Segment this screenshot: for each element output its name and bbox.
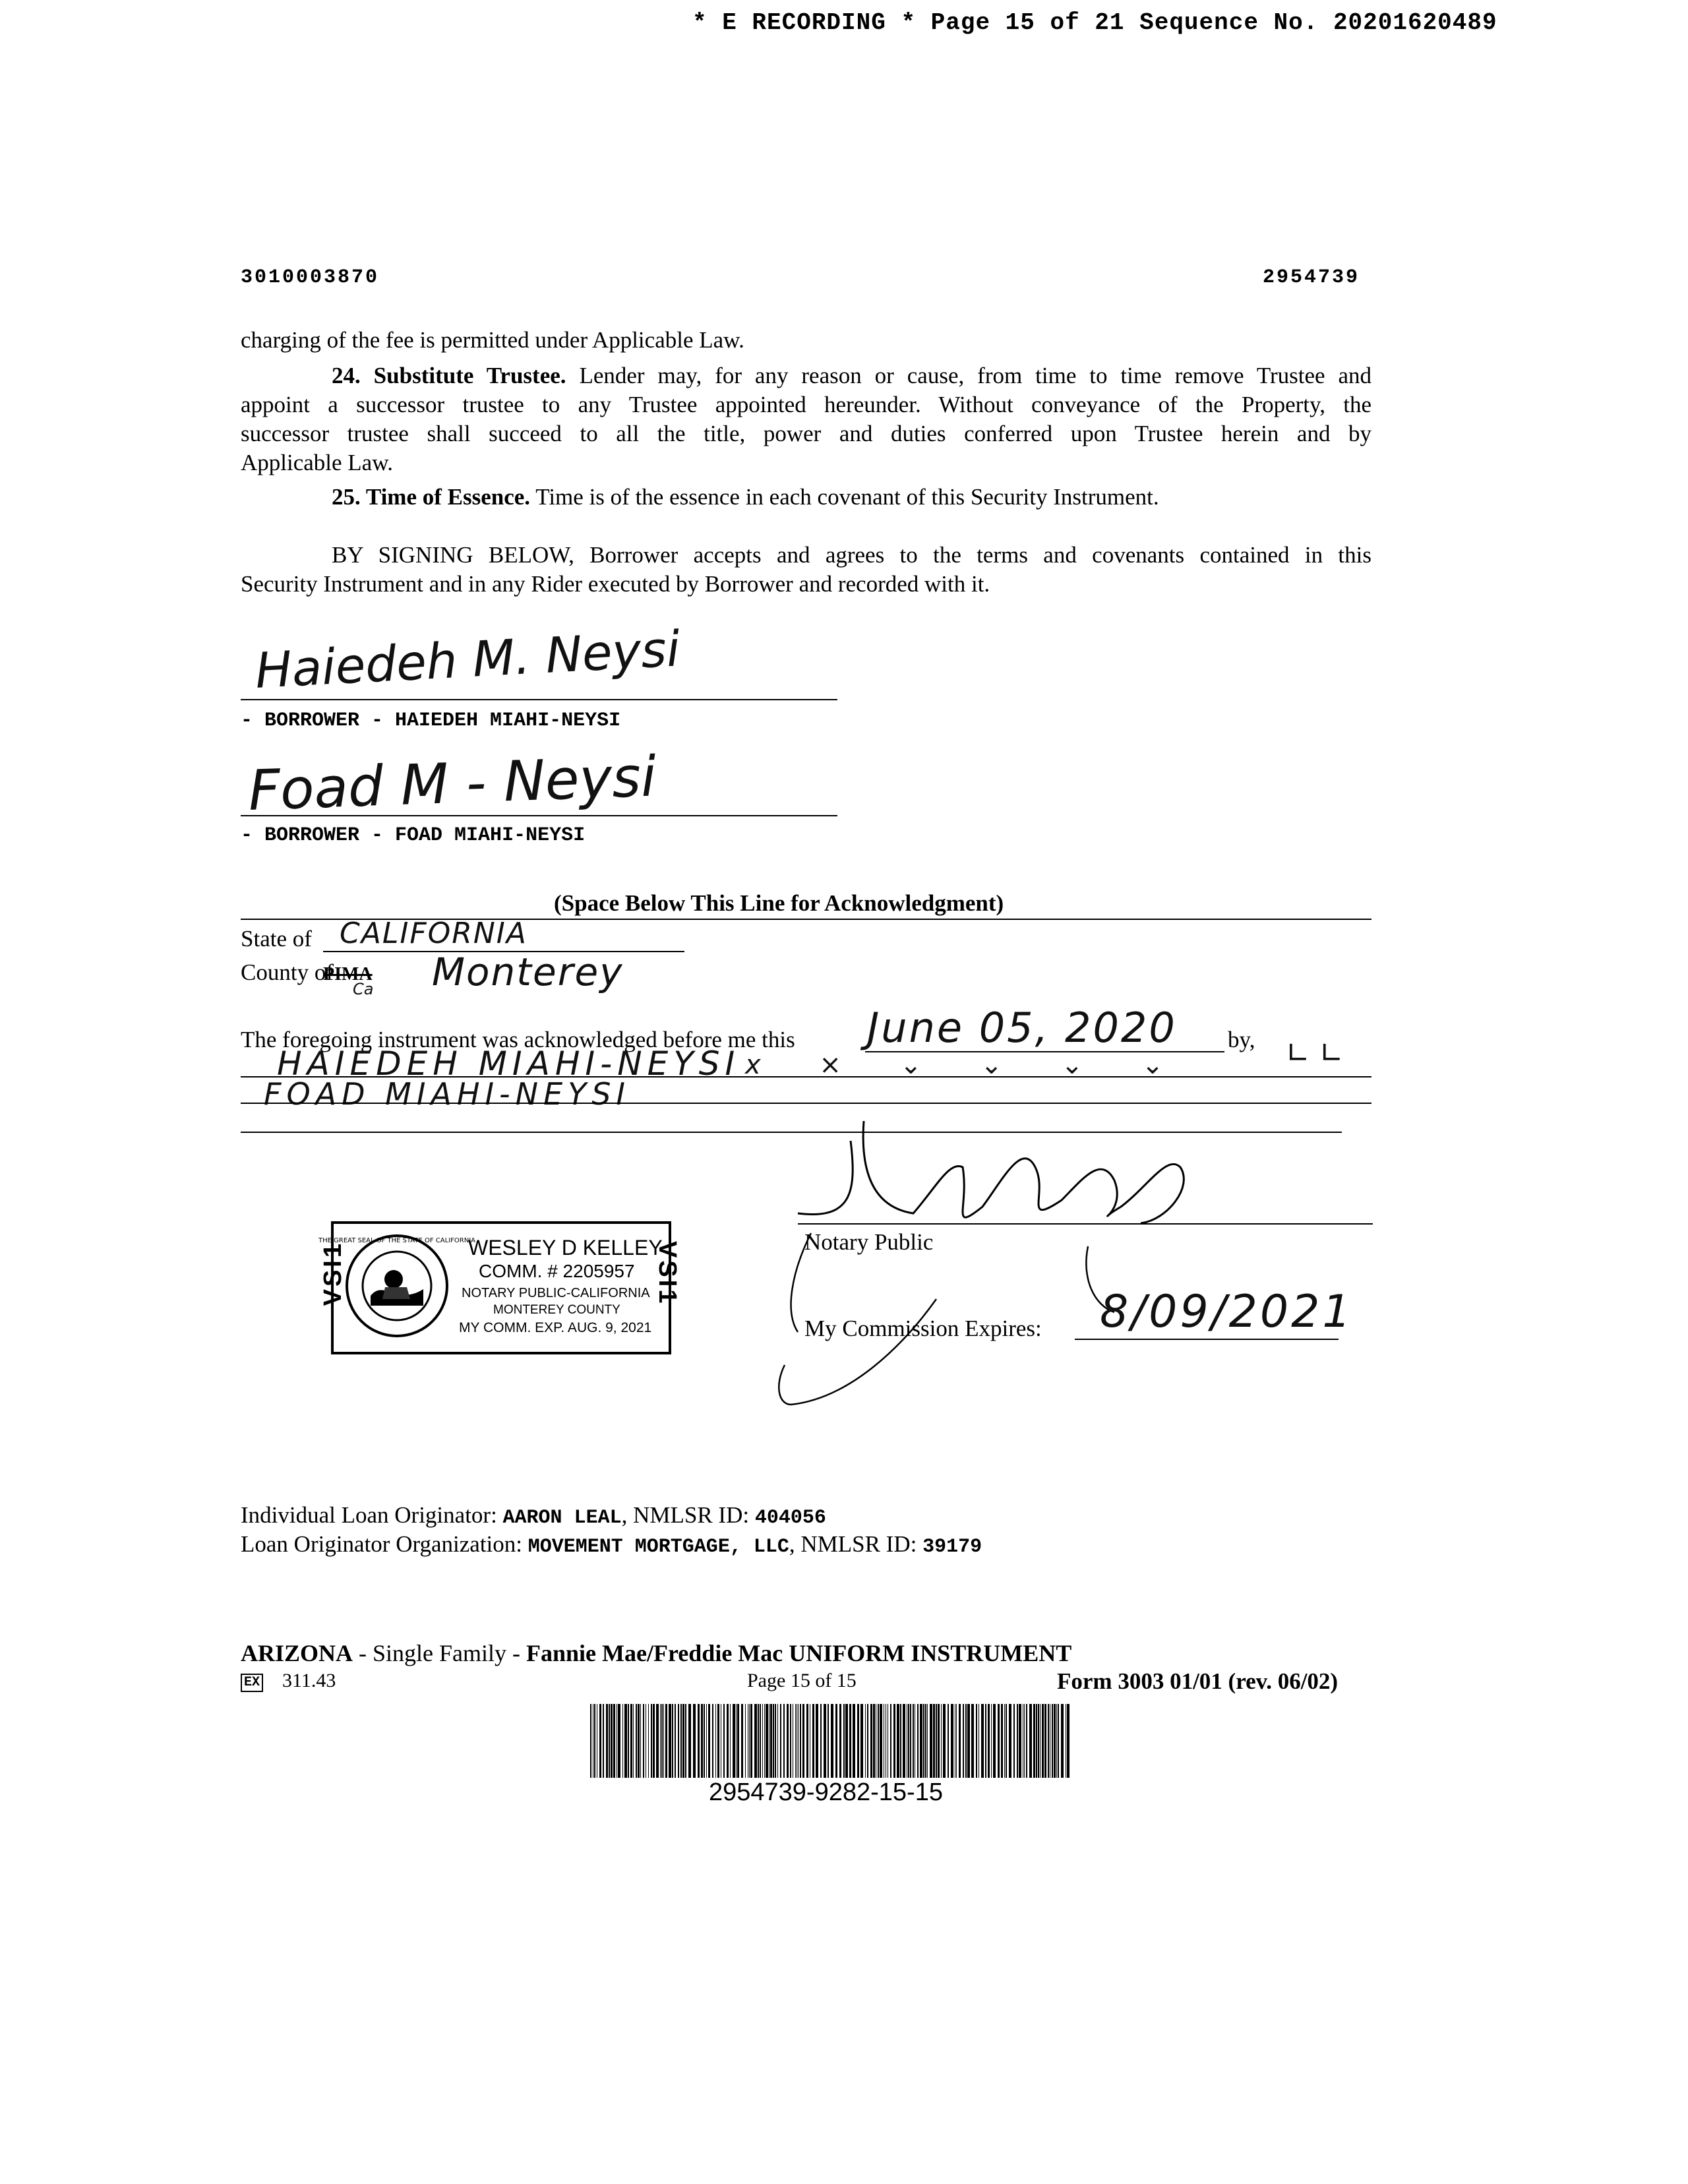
barcode-bar: [910, 1704, 911, 1778]
barcode-bar: [701, 1704, 703, 1778]
barcode-bar: [1004, 1704, 1005, 1778]
barcode-bar: [998, 1704, 1000, 1778]
commission-line: [1075, 1339, 1339, 1340]
barcode-bar: [1019, 1704, 1021, 1778]
barcode-bar: [824, 1704, 826, 1778]
check-marks: ∟ ∟: [1286, 1037, 1344, 1070]
barcode-bar: [661, 1704, 663, 1778]
barcode-bar: [622, 1704, 623, 1778]
stamp-expires: MY COMM. EXP. AUG. 9, 2021: [459, 1320, 652, 1335]
barcode-bar: [704, 1704, 705, 1778]
barcode-bar: [590, 1704, 591, 1778]
stamp-comm: COMM. # 2205957: [479, 1261, 635, 1281]
barcode-bar: [1013, 1704, 1015, 1778]
barcode-bar: [890, 1704, 891, 1778]
barcode-bar: [1009, 1704, 1011, 1778]
barcode-bar: [880, 1704, 882, 1778]
form-number: Form 3003 01/01 (rev. 06/02): [1057, 1668, 1339, 1694]
barcode: [590, 1704, 1071, 1778]
borrower2-sign-line: [241, 815, 837, 816]
barcode-bar: [672, 1704, 673, 1778]
notary-signature: [771, 1114, 1207, 1411]
section-24-heading: 24. Substitute Trustee.: [332, 363, 566, 388]
barcode-bar: [828, 1704, 829, 1778]
barcode-bar: [820, 1704, 822, 1778]
signing-statement: [241, 541, 1372, 599]
barcode-bar: [698, 1704, 700, 1778]
barcode-bar: [712, 1704, 713, 1778]
seal-ring-text: THE GREAT SEAL OF THE STATE OF CALIFORNIA: [318, 1237, 476, 1244]
barcode-bar: [760, 1704, 761, 1778]
barcode-bar: [780, 1704, 781, 1778]
barcode-bar: [733, 1704, 735, 1778]
barcode-bar: [665, 1704, 667, 1778]
barcode-bar: [640, 1704, 641, 1778]
acknowledgment-caption: (Space Below This Line for Acknowledgment): [554, 890, 1004, 916]
barcode-bar: [727, 1704, 729, 1778]
barcode-bar: [959, 1704, 961, 1778]
barcode-bar: [920, 1704, 922, 1778]
acknowledged-name-1: HAIEDEH MIAHI-NEYSI: [277, 1045, 740, 1083]
barcode-bar: [917, 1704, 919, 1778]
county-value: Monterey: [432, 950, 624, 994]
barcode-bar: [656, 1704, 659, 1778]
barcode-bar: [630, 1704, 632, 1778]
barcode-bar: [951, 1704, 953, 1778]
barcode-bar: [669, 1704, 671, 1778]
barcode-bar: [741, 1704, 743, 1778]
barcode-bar: [675, 1704, 676, 1778]
barcode-bar: [737, 1704, 739, 1778]
form-code: 311.43: [282, 1670, 336, 1691]
barcode-bar: [1042, 1704, 1044, 1778]
barcode-bar: [976, 1704, 977, 1778]
barcode-bar: [908, 1704, 909, 1778]
barcode-bar: [678, 1704, 679, 1778]
barcode-bar: [938, 1704, 940, 1778]
barcode-bar: [849, 1704, 851, 1778]
barcode-bar: [948, 1704, 949, 1778]
barcode-bar: [660, 1704, 661, 1778]
barcode-bar: [993, 1704, 996, 1778]
by-text: by,: [1228, 1027, 1255, 1052]
barcode-bar: [985, 1704, 986, 1778]
section-24-line2: appoint a successor trustee to any Trustee appointed hereunder. Without conveyance of the Property, the: [241, 392, 1372, 417]
acknowledged-name-2: FOAD MIAHI-NEYSI: [264, 1076, 630, 1112]
barcode-bar: [812, 1704, 814, 1778]
barcode-bar: [795, 1704, 796, 1778]
barcode-bar: [758, 1704, 759, 1778]
section-25: [332, 483, 1159, 512]
barcode-bar: [754, 1704, 757, 1778]
borrower1-label: - BORROWER - HAIEDEH MIAHI-NEYSI: [241, 710, 621, 732]
barcode-bar: [599, 1704, 601, 1778]
ind-name: AARON LEAL: [502, 1507, 622, 1529]
barcode-bar: [903, 1704, 905, 1778]
form-desc-b: Fannie Mae/Freddie Mac UNIFORM INSTRUMENT: [526, 1640, 1072, 1666]
borrower1-signature: Haiedeh M. Neysi: [254, 621, 682, 700]
barcode-bar: [708, 1704, 710, 1778]
section-24-line1: Lender may, for any reason or cause, from time to time remove Trustee and: [579, 363, 1372, 388]
fee-continuation: charging of the fee is permitted under Applicable Law.: [241, 327, 744, 353]
foregoing-text: The foregoing instrument was acknowledged before me this: [241, 1027, 795, 1052]
barcode-bar: [930, 1704, 932, 1778]
borrower1-sign-line: [241, 699, 837, 700]
barcode-bar: [923, 1704, 924, 1778]
barcode-bar: [843, 1704, 845, 1778]
barcode-bar: [933, 1704, 935, 1778]
borrower2-label: - BORROWER - FOAD MIAHI-NEYSI: [241, 824, 586, 847]
barcode-bar: [633, 1704, 634, 1778]
barcode-bar: [685, 1704, 686, 1778]
barcode-bar: [609, 1704, 610, 1778]
barcode-bar: [715, 1704, 716, 1778]
barcode-bar: [831, 1704, 833, 1778]
acknowledgment-date: June 05, 2020: [867, 1004, 1177, 1052]
barcode-bar: [1026, 1704, 1027, 1778]
barcode-bar: [787, 1704, 789, 1778]
barcode-bar: [680, 1704, 682, 1778]
commission-label: My Commission Expires:: [804, 1316, 1042, 1341]
barcode-bar: [956, 1704, 957, 1778]
barcode-bar: [651, 1704, 652, 1778]
section-25-text: Time is of the essence in each covenant of this Security Instrument.: [535, 484, 1159, 510]
barcode-bar: [1038, 1704, 1039, 1778]
barcode-bar: [870, 1704, 872, 1778]
barcode-bar: [867, 1704, 868, 1778]
barcode-bar: [981, 1704, 984, 1778]
barcode-bar: [1029, 1704, 1032, 1778]
stamp-name: WESLEY D KELLEY: [468, 1236, 663, 1259]
barcode-bar: [693, 1704, 696, 1778]
stamp-title: NOTARY PUBLIC-CALIFORNIA: [462, 1286, 650, 1300]
barcode-bar: [643, 1704, 644, 1778]
barcode-bar: [1058, 1704, 1059, 1778]
section-24: [241, 361, 1372, 477]
barcode-bar: [1036, 1704, 1037, 1778]
barcode-bar: [611, 1704, 613, 1778]
recording-header: * E RECORDING * Page 15 of 21 Sequence No. 20201620489: [692, 9, 1497, 36]
barcode-bar: [682, 1704, 684, 1778]
barcode-bar: [893, 1704, 895, 1778]
stamp-county: MONTEREY COUNTY: [493, 1303, 620, 1317]
org-nmls-label: , NMLSR ID:: [789, 1531, 917, 1557]
name-line1-marks: x × ⌄ ⌄ ⌄ ⌄: [745, 1050, 1189, 1080]
barcode-bar: [806, 1704, 808, 1778]
signing-line2: Security Instrument and in any Rider executed by Borrower and recorded with it.: [241, 571, 990, 597]
notary-label: Notary Public: [804, 1229, 934, 1255]
form-state: ARIZONA: [241, 1640, 353, 1666]
form-page: Page 15 of 15: [747, 1670, 857, 1691]
barcode-bar: [1067, 1704, 1070, 1778]
signing-line1: BY SIGNING BELOW, Borrower accepts and agrees to the terms and covenants contained in this: [332, 542, 1372, 568]
barcode-bar: [1001, 1704, 1003, 1778]
notary-stamp: [318, 1221, 681, 1354]
individual-originator: [241, 1501, 826, 1532]
barcode-text: 2954739-9282-15-15: [709, 1778, 943, 1806]
barcode-bar: [723, 1704, 725, 1778]
barcode-bar: [925, 1704, 926, 1778]
barcode-bar: [777, 1704, 778, 1778]
barcode-bar: [1056, 1704, 1057, 1778]
barcode-bar: [653, 1704, 655, 1778]
ind-nmls-label: , NMLSR ID:: [621, 1502, 750, 1528]
barcode-bar: [860, 1704, 863, 1778]
section-25-heading: 25. Time of Essence.: [332, 484, 531, 510]
barcode-bar: [717, 1704, 719, 1778]
name-line-2: [241, 1103, 1372, 1104]
barcode-bar: [800, 1704, 801, 1778]
barcode-bar: [936, 1704, 937, 1778]
barcode-bar: [603, 1704, 604, 1778]
originator-organization: [241, 1530, 982, 1562]
barcode-bar: [745, 1704, 746, 1778]
barcode-bar: [1006, 1704, 1007, 1778]
barcode-bar: [802, 1704, 804, 1778]
barcode-bar: [798, 1704, 799, 1778]
barcode-bar: [730, 1704, 731, 1778]
barcode-bar: [816, 1704, 818, 1778]
barcode-bar: [865, 1704, 866, 1778]
barcode-bar: [1048, 1704, 1049, 1778]
barcode-bar: [663, 1704, 664, 1778]
barcode-bar: [897, 1704, 899, 1778]
barcode-bar: [943, 1704, 946, 1778]
barcode-bar: [613, 1704, 615, 1778]
barcode-bar: [706, 1704, 707, 1778]
org-nmls: 39179: [922, 1536, 982, 1558]
barcode-bar: [638, 1704, 640, 1778]
barcode-bar: [845, 1704, 848, 1778]
barcode-bar: [1054, 1704, 1056, 1778]
barcode-bar: [965, 1704, 967, 1778]
barcode-bar: [648, 1704, 649, 1778]
barcode-bar: [736, 1704, 737, 1778]
barcode-bar: [783, 1704, 785, 1778]
org-label: Loan Originator Organization:: [241, 1531, 523, 1557]
barcode-bar: [941, 1704, 942, 1778]
section-24-line3: successor trustee shall succeed to all the title, power and duties conferred upon Trustee herein and by: [241, 421, 1372, 446]
barcode-bar: [749, 1704, 750, 1778]
stamp-side-left: VSI1: [319, 1241, 347, 1306]
barcode-bar: [688, 1704, 691, 1778]
barcode-bar: [750, 1704, 752, 1778]
barcode-bar: [766, 1704, 768, 1778]
barcode-bar: [770, 1704, 772, 1778]
barcode-bar: [1033, 1704, 1035, 1778]
notary-sign-line: [798, 1223, 1373, 1225]
commission-value: 8/09/2021: [1100, 1286, 1354, 1338]
ind-nmls: 404056: [754, 1507, 826, 1529]
barcode-bar: [775, 1704, 776, 1778]
barcode-bar: [927, 1704, 928, 1778]
barcode-bar: [628, 1704, 629, 1778]
section-24-line4: Applicable Law.: [241, 450, 393, 475]
barcode-bar: [618, 1704, 620, 1778]
borrower2-signature: Foad M - Neysi: [247, 744, 657, 823]
loan-number-right: 2954739: [1263, 266, 1360, 289]
barcode-bar: [764, 1704, 765, 1778]
loan-number-left: 3010003870: [241, 266, 380, 289]
ex-badge: EX: [241, 1674, 263, 1692]
barcode-bar: [1044, 1704, 1046, 1778]
barcode-bar: [835, 1704, 837, 1778]
barcode-bar: [839, 1704, 841, 1778]
barcode-bar: [971, 1704, 974, 1778]
county-label: County of: [241, 959, 334, 985]
barcode-bar: [873, 1704, 875, 1778]
barcode-bar: [606, 1704, 608, 1778]
county-inserted: Ca: [353, 980, 374, 998]
barcode-bar: [1024, 1704, 1025, 1778]
barcode-bar: [790, 1704, 791, 1778]
org-name: MOVEMENT MORTGAGE, LLC: [528, 1536, 789, 1558]
county-struck: PIMA: [323, 964, 373, 985]
barcode-bar: [1061, 1704, 1064, 1778]
barcode-bar: [594, 1704, 595, 1778]
barcode-bar: [853, 1704, 855, 1778]
barcode-bar: [857, 1704, 859, 1778]
barcode-bar: [878, 1704, 879, 1778]
barcode-bar: [900, 1704, 901, 1778]
barcode-bar: [1017, 1704, 1018, 1778]
barcode-bar: [991, 1704, 992, 1778]
barcode-bar: [1052, 1704, 1053, 1778]
barcode-bar: [963, 1704, 964, 1778]
ind-label: Individual Loan Originator:: [241, 1502, 497, 1528]
state-label: State of: [241, 926, 312, 952]
barcode-bar: [762, 1704, 763, 1778]
barcode-bar: [988, 1704, 990, 1778]
barcode-bar: [624, 1704, 627, 1778]
form-desc-a: - Single Family -: [353, 1640, 527, 1666]
barcode-bar: [636, 1704, 637, 1778]
form-description: [241, 1639, 1071, 1667]
barcode-bar: [773, 1704, 774, 1778]
barcode-bar: [913, 1704, 914, 1778]
stamp-side-right: VSI1: [653, 1241, 681, 1306]
state-value: CALIFORNIA: [340, 917, 528, 950]
barcode-bar: [967, 1704, 970, 1778]
